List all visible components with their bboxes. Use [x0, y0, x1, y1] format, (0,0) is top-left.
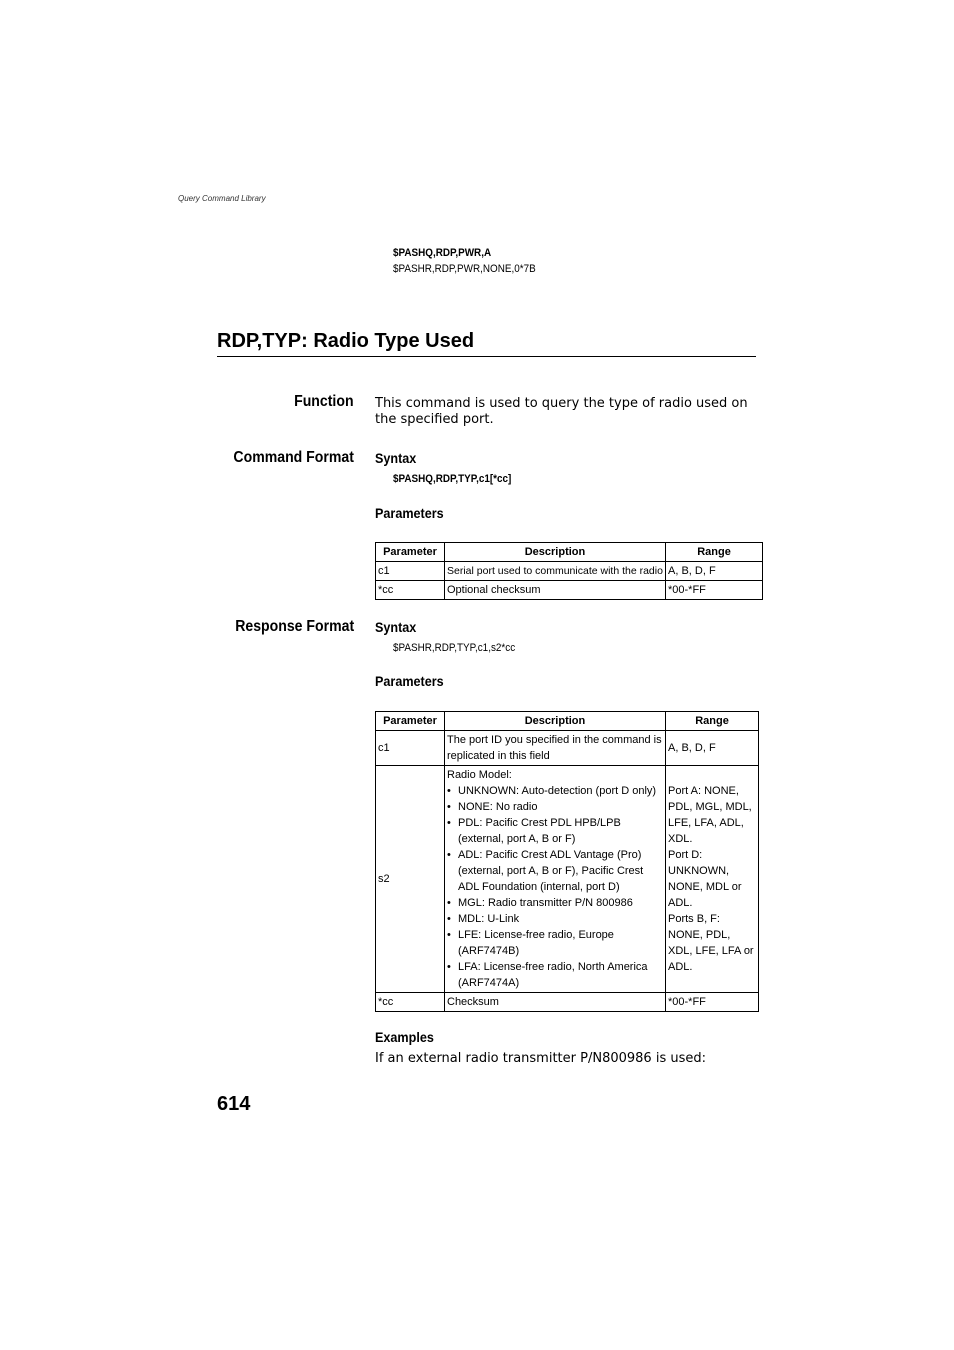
range-cell: *00-*FF — [666, 993, 759, 1012]
list-item: • NONE: No radio — [447, 799, 663, 815]
command-parameters-table — [375, 542, 763, 600]
header-range: Range — [666, 712, 759, 731]
list-item: • MDL: U-Link — [447, 911, 663, 927]
range-port-d: Port D: UNKNOWN, NONE, MDL or ADL. — [668, 849, 742, 909]
description-cell: Optional checksum — [445, 581, 666, 600]
table-row — [376, 993, 759, 1012]
param-cell: c1 — [376, 731, 445, 766]
command-format-heading: Command Format — [233, 449, 354, 466]
response-format-heading: Response Format — [235, 618, 354, 635]
page-number: 614 — [217, 1093, 251, 1115]
examples-text: If an external radio transmitter P/N800986 is used: — [375, 1051, 706, 1066]
previous-response-example: $PASHR,RDP,PWR,NONE,0*7B — [393, 263, 536, 275]
list-item: • ADL: Pacific Crest ADL Vantage (Pro) (external, port A, B or F), Pacific Crest ADL Foundation (internal, port D) — [447, 847, 663, 895]
previous-query-example: $PASHQ,RDP,PWR,A — [393, 247, 492, 259]
list-item: • UNKNOWN: Auto-detection (port D only) — [447, 783, 663, 799]
description-cell — [445, 766, 666, 993]
range-cell — [666, 766, 759, 993]
section-title: RDP,TYP: Radio Type Used — [217, 330, 475, 352]
response-syntax-heading: Syntax — [375, 619, 417, 635]
table-header-row — [376, 712, 759, 731]
table-row — [376, 766, 759, 993]
range-cell: A, B, D, F — [666, 731, 759, 766]
response-parameters-table — [375, 711, 759, 1012]
table-row — [376, 562, 763, 581]
range-cell: *00-*FF — [666, 581, 763, 600]
list-item: • LFA: License-free radio, North America (ARF7474A) — [447, 959, 663, 991]
function-text: This command is used to query the type of radio used on the specified port. — [375, 396, 748, 427]
header-range: Range — [666, 543, 763, 562]
command-syntax: $PASHQ,RDP,TYP,c1[*cc] — [393, 473, 512, 485]
radio-model-list — [447, 783, 663, 991]
param-cell: *cc — [376, 993, 445, 1012]
running-header: Query Command Library — [178, 194, 266, 203]
header-parameter: Parameter — [376, 543, 445, 562]
response-syntax: $PASHR,RDP,TYP,c1,s2*cc — [393, 642, 516, 654]
function-heading: Function — [294, 393, 354, 410]
table-header-row — [376, 543, 763, 562]
title-divider — [217, 356, 756, 357]
radio-model-intro: Radio Model: — [447, 769, 512, 781]
description-cell: Serial port used to communicate with the radio — [445, 562, 666, 581]
command-syntax-heading: Syntax — [375, 450, 417, 466]
response-parameters-heading: Parameters — [375, 673, 444, 689]
description-cell: The port ID you specified in the command is replicated in this field — [445, 731, 666, 766]
header-description: Description — [445, 543, 666, 562]
table-row — [376, 581, 763, 600]
range-cell: A, B, D, F — [666, 562, 763, 581]
param-cell: c1 — [376, 562, 445, 581]
range-ports-b-f: Ports B, F: NONE, PDL, XDL, LFE, LFA or ADL. — [668, 913, 754, 973]
param-cell: s2 — [376, 766, 445, 993]
param-cell: *cc — [376, 581, 445, 600]
list-item: • LFE: License-free radio, Europe (ARF7474B) — [447, 927, 663, 959]
description-cell: Checksum — [445, 993, 666, 1012]
list-item: • MGL: Radio transmitter P/N 800986 — [447, 895, 663, 911]
command-parameters-heading: Parameters — [375, 505, 444, 521]
header-parameter: Parameter — [376, 712, 445, 731]
table-row — [376, 731, 759, 766]
examples-heading: Examples — [375, 1029, 434, 1045]
range-port-a: Port A: NONE, PDL, MGL, MDL, LFE, LFA, ADL, XDL. — [668, 785, 752, 845]
header-description: Description — [445, 712, 666, 731]
list-item: • PDL: Pacific Crest PDL HPB/LPB (external, port A, B or F) — [447, 815, 663, 847]
